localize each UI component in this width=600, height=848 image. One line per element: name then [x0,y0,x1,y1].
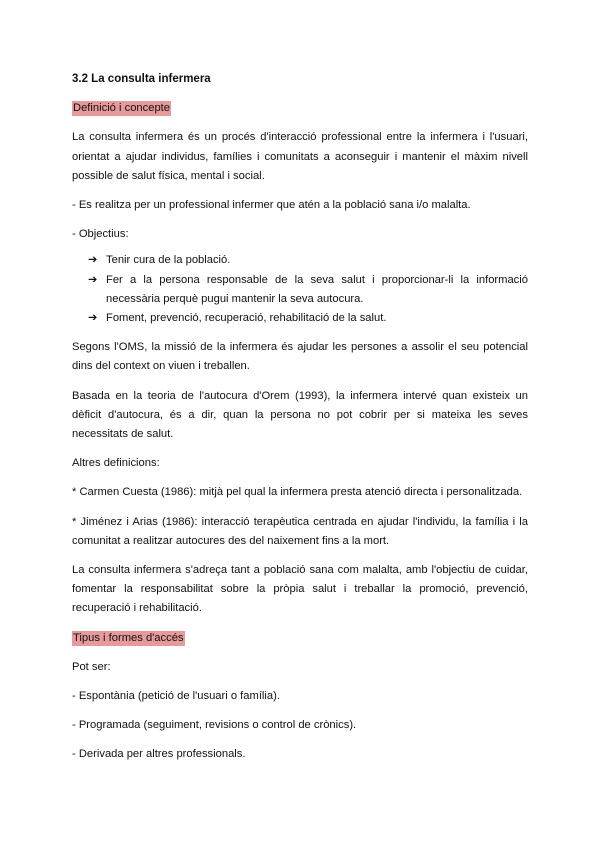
objective-text: Tenir cura de la població. [106,254,231,267]
definition-intro-paragraph: La consulta infermera és un procés d'interacció professional entre la infermera i l'usuari, orientat a ajudar individus, famílies i comunitats a aconseguir i mantenir el màxim nivell possible de salut física, mental i social. [72,131,528,182]
list-item [72,309,528,328]
page-content [72,70,528,775]
access-heading-highlight: Tipus i formes d'accés [73,631,184,644]
definition-heading-highlight: Definició i concepte [73,102,171,115]
oms-paragraph: Segons l'OMS, la missió de la infermera és ajudar les persones a assolir el seu potencial dins del context on viuen i treballen. [72,341,528,373]
definition-heading [72,99,528,118]
section-title: 3.2 La consulta infermera [72,73,211,85]
objective-text: Foment, prevenció, recuperació, rehabilitació de la salut. [106,312,387,325]
access-label: Pot ser: [72,660,111,673]
arrow-right-icon: ➔ [88,254,98,267]
target-paragraph: La consulta infermera s'adreça tant a població sana com malalta, amb l'objectiu de cuidar, fomentar la responsabilitat sobre la pròpia salut i treballar la promoció, prevenció, recuperació i rehabilitació. [72,564,528,615]
arrow-right-icon: ➔ [88,273,98,286]
other-definitions-label: Altres definicions: [72,457,160,470]
list-item [72,271,528,309]
access-heading [72,629,528,648]
access-item: - Espontània (petició de l'usuari o família). [72,690,280,703]
objective-text: Fer a la persona responsable de la seva salut i proporcionar-li la informació necessària perquè pugui mantenir la seva autocura. [106,273,528,305]
arrow-right-icon: ➔ [88,312,98,325]
cuesta-definition: * Carmen Cuesta (1986): mitjà pel qual la infermera presta atenció directa i personalitzada. [72,486,523,499]
orem-paragraph: Basada en la teoria de l'autocura d'Orem (1993), la infermera intervé quan existeix un dèficit d'autocura, és a dir, quan la persona no pot cobrir per si mateixa les seves necessitats de salut. [72,389,528,441]
objectives-label: - Objectius: [72,228,129,241]
access-item: - Programada (seguiment, revisions o control de crònics). [72,719,357,732]
list-item [72,251,528,270]
objectives-list [72,251,528,328]
jimenez-definition: * Jiménez i Arias (1986): interacció terapèutica centrada en ajudar l'individu, la família i la comunitat a realitzar autocures des del naixement fins a la mort. [72,515,528,547]
access-item: - Derivada per altres professionals. [72,748,246,761]
performed-by-paragraph: - Es realitza per un professional infermer que atén a la població sana i/o malalta. [72,199,471,212]
